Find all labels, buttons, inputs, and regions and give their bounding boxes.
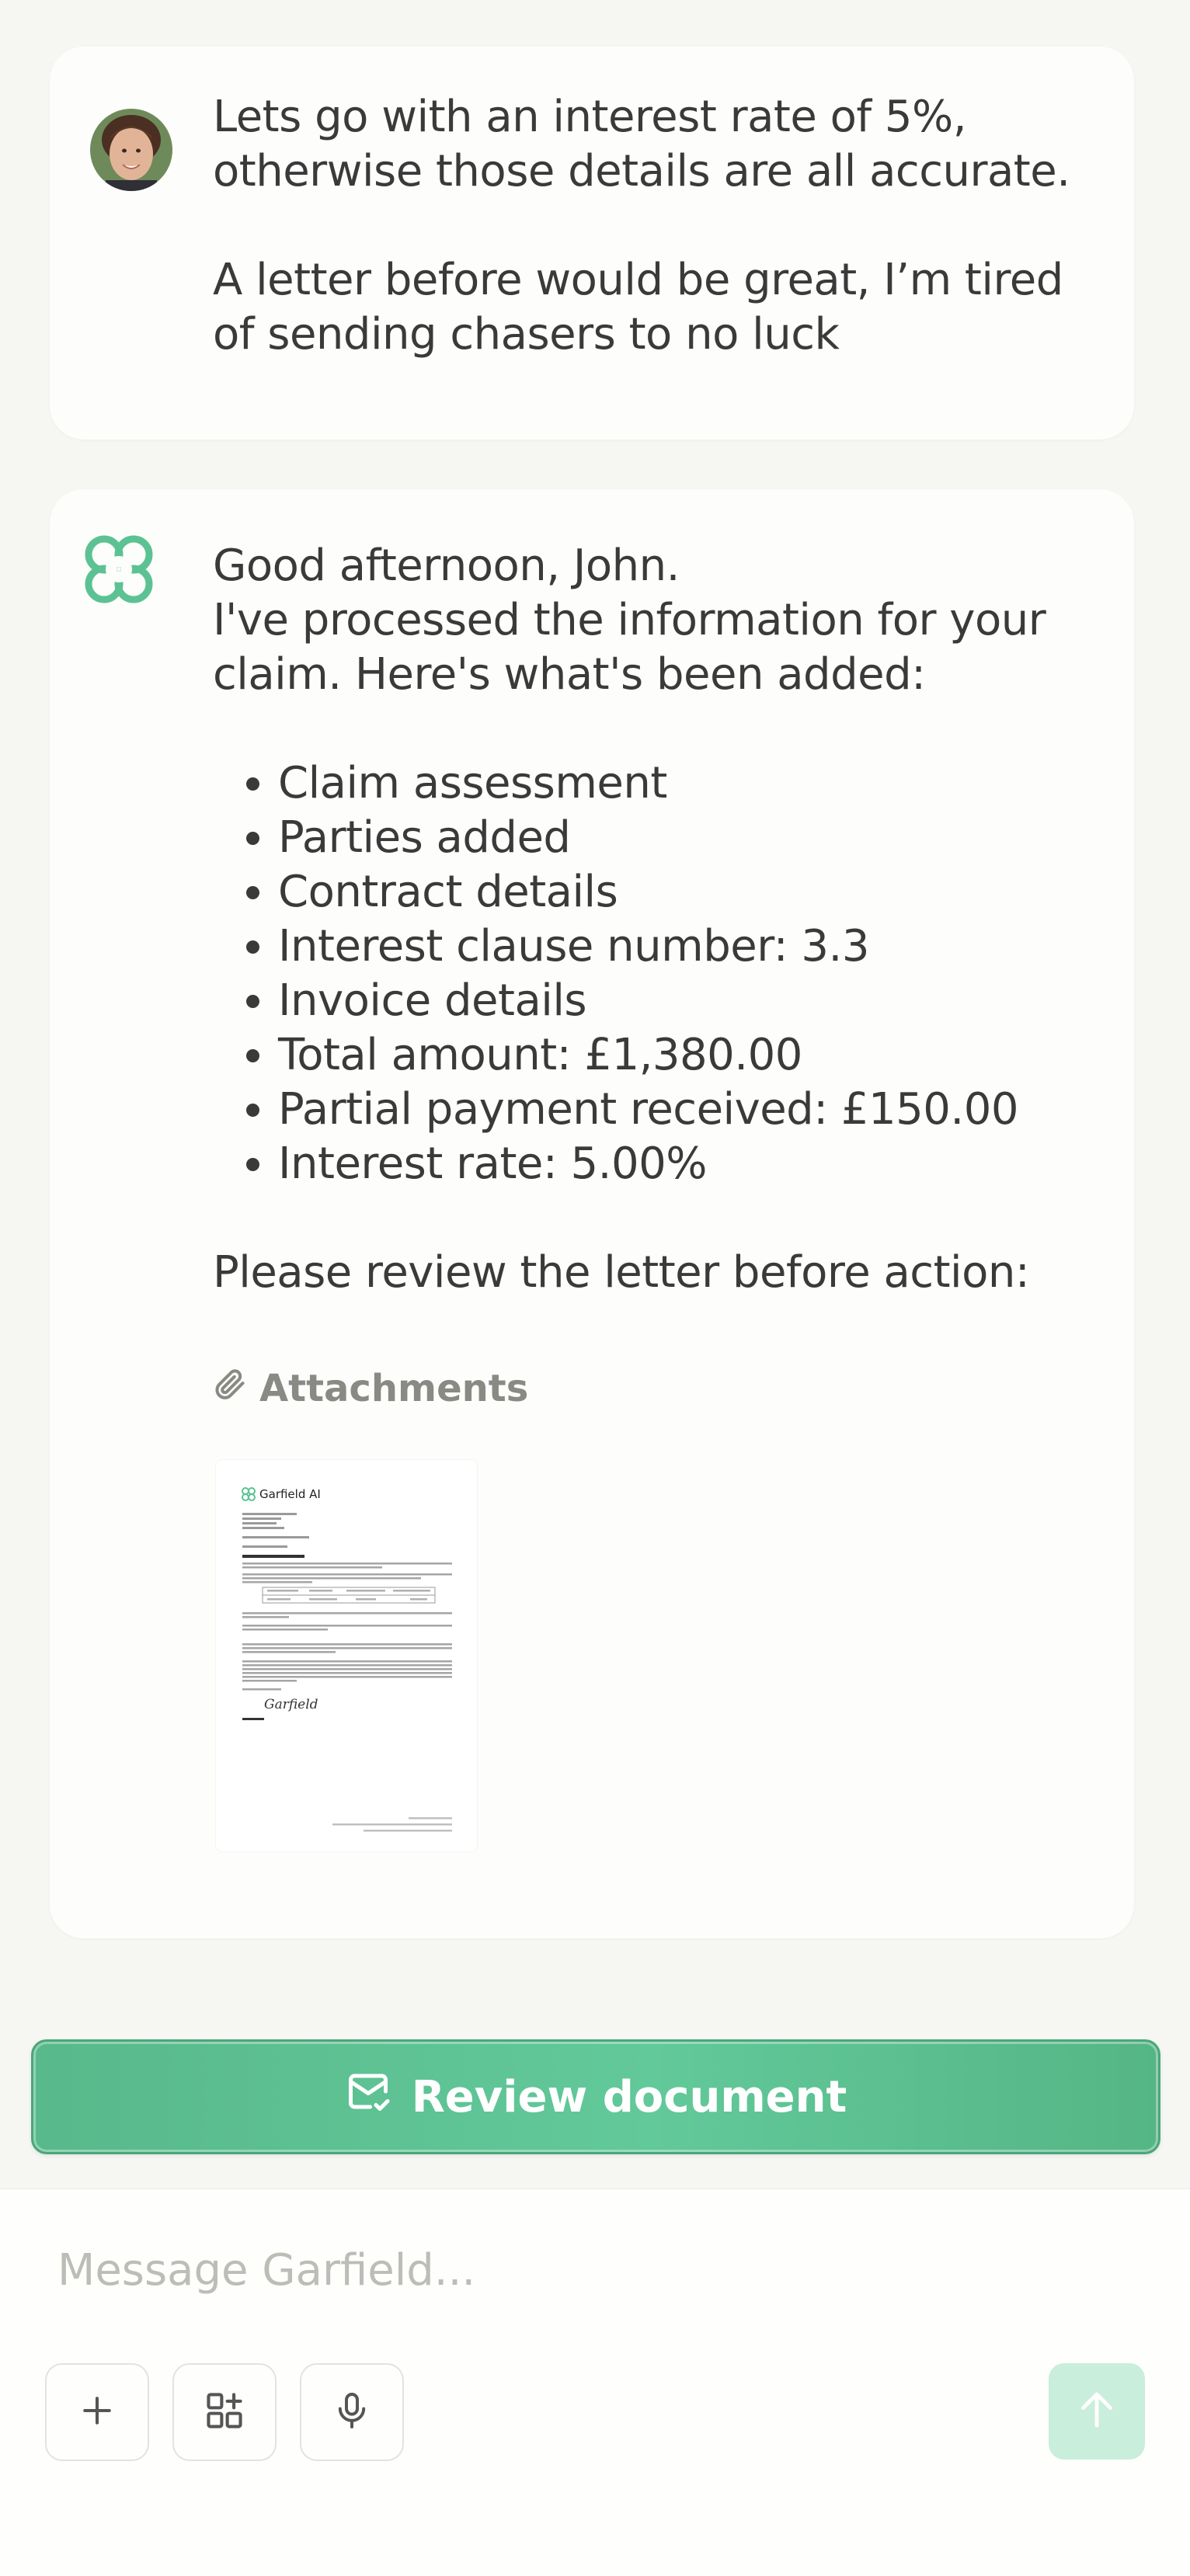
list-item: • Interest rate: 5.00% <box>278 1137 1083 1191</box>
garfield-logo-icon <box>78 528 160 610</box>
mail-check-icon <box>345 2068 391 2126</box>
user-avatar <box>90 109 172 191</box>
claim-details-list <box>213 756 1083 1191</box>
user-message-card <box>50 47 1134 440</box>
microphone-icon <box>330 2389 374 2435</box>
user-message-text <box>213 90 1083 362</box>
svg-text:Garfield: Garfield <box>264 1697 318 1712</box>
letter-document-thumbnail[interactable] <box>216 1460 477 1851</box>
message-input[interactable] <box>57 2239 1129 2301</box>
list-item: • Partial payment received: £150.00 <box>278 1083 1083 1137</box>
list-item: • Interest clause number: 3.3 <box>278 920 1083 974</box>
closing-text: Please review the letter before action: <box>213 1247 1030 1298</box>
greeting: Good afternoon, John. <box>213 541 680 591</box>
user-message-paragraph: Lets go with an interest rate of 5%, otherwise those details are all accurate. <box>213 92 1070 196</box>
apps-button[interactable] <box>172 2363 277 2461</box>
add-button[interactable] <box>45 2363 149 2461</box>
assistant-message-card <box>50 489 1134 1938</box>
svg-text:Garfield AI: Garfield AI <box>259 1487 321 1501</box>
list-item: • Contract details <box>278 865 1083 920</box>
review-document-label: Review document <box>411 2071 847 2122</box>
message-composer <box>0 2188 1190 2576</box>
list-item: • Invoice details <box>278 974 1083 1028</box>
assistant-message-text <box>213 539 1083 1300</box>
user-message-paragraph: A letter before would be great, I’m tired of sending chasers to no luck <box>213 255 1063 360</box>
voice-input-button[interactable] <box>300 2363 404 2461</box>
attachments-header <box>213 1367 528 1410</box>
plus-icon <box>76 2390 118 2435</box>
intro-text: I've processed the information for your claim. Here's what's been added: <box>213 595 1046 700</box>
send-button[interactable] <box>1049 2363 1145 2460</box>
list-item: • Claim assessment <box>278 756 1083 811</box>
arrow-up-icon <box>1073 2387 1120 2436</box>
list-item: • Total amount: £1,380.00 <box>278 1028 1083 1083</box>
review-document-button[interactable] <box>31 2039 1160 2154</box>
paperclip-icon <box>213 1367 247 1410</box>
attachments-label: Attachments <box>259 1367 529 1410</box>
add-widget-icon <box>202 2388 247 2436</box>
list-item: • Parties added <box>278 811 1083 865</box>
